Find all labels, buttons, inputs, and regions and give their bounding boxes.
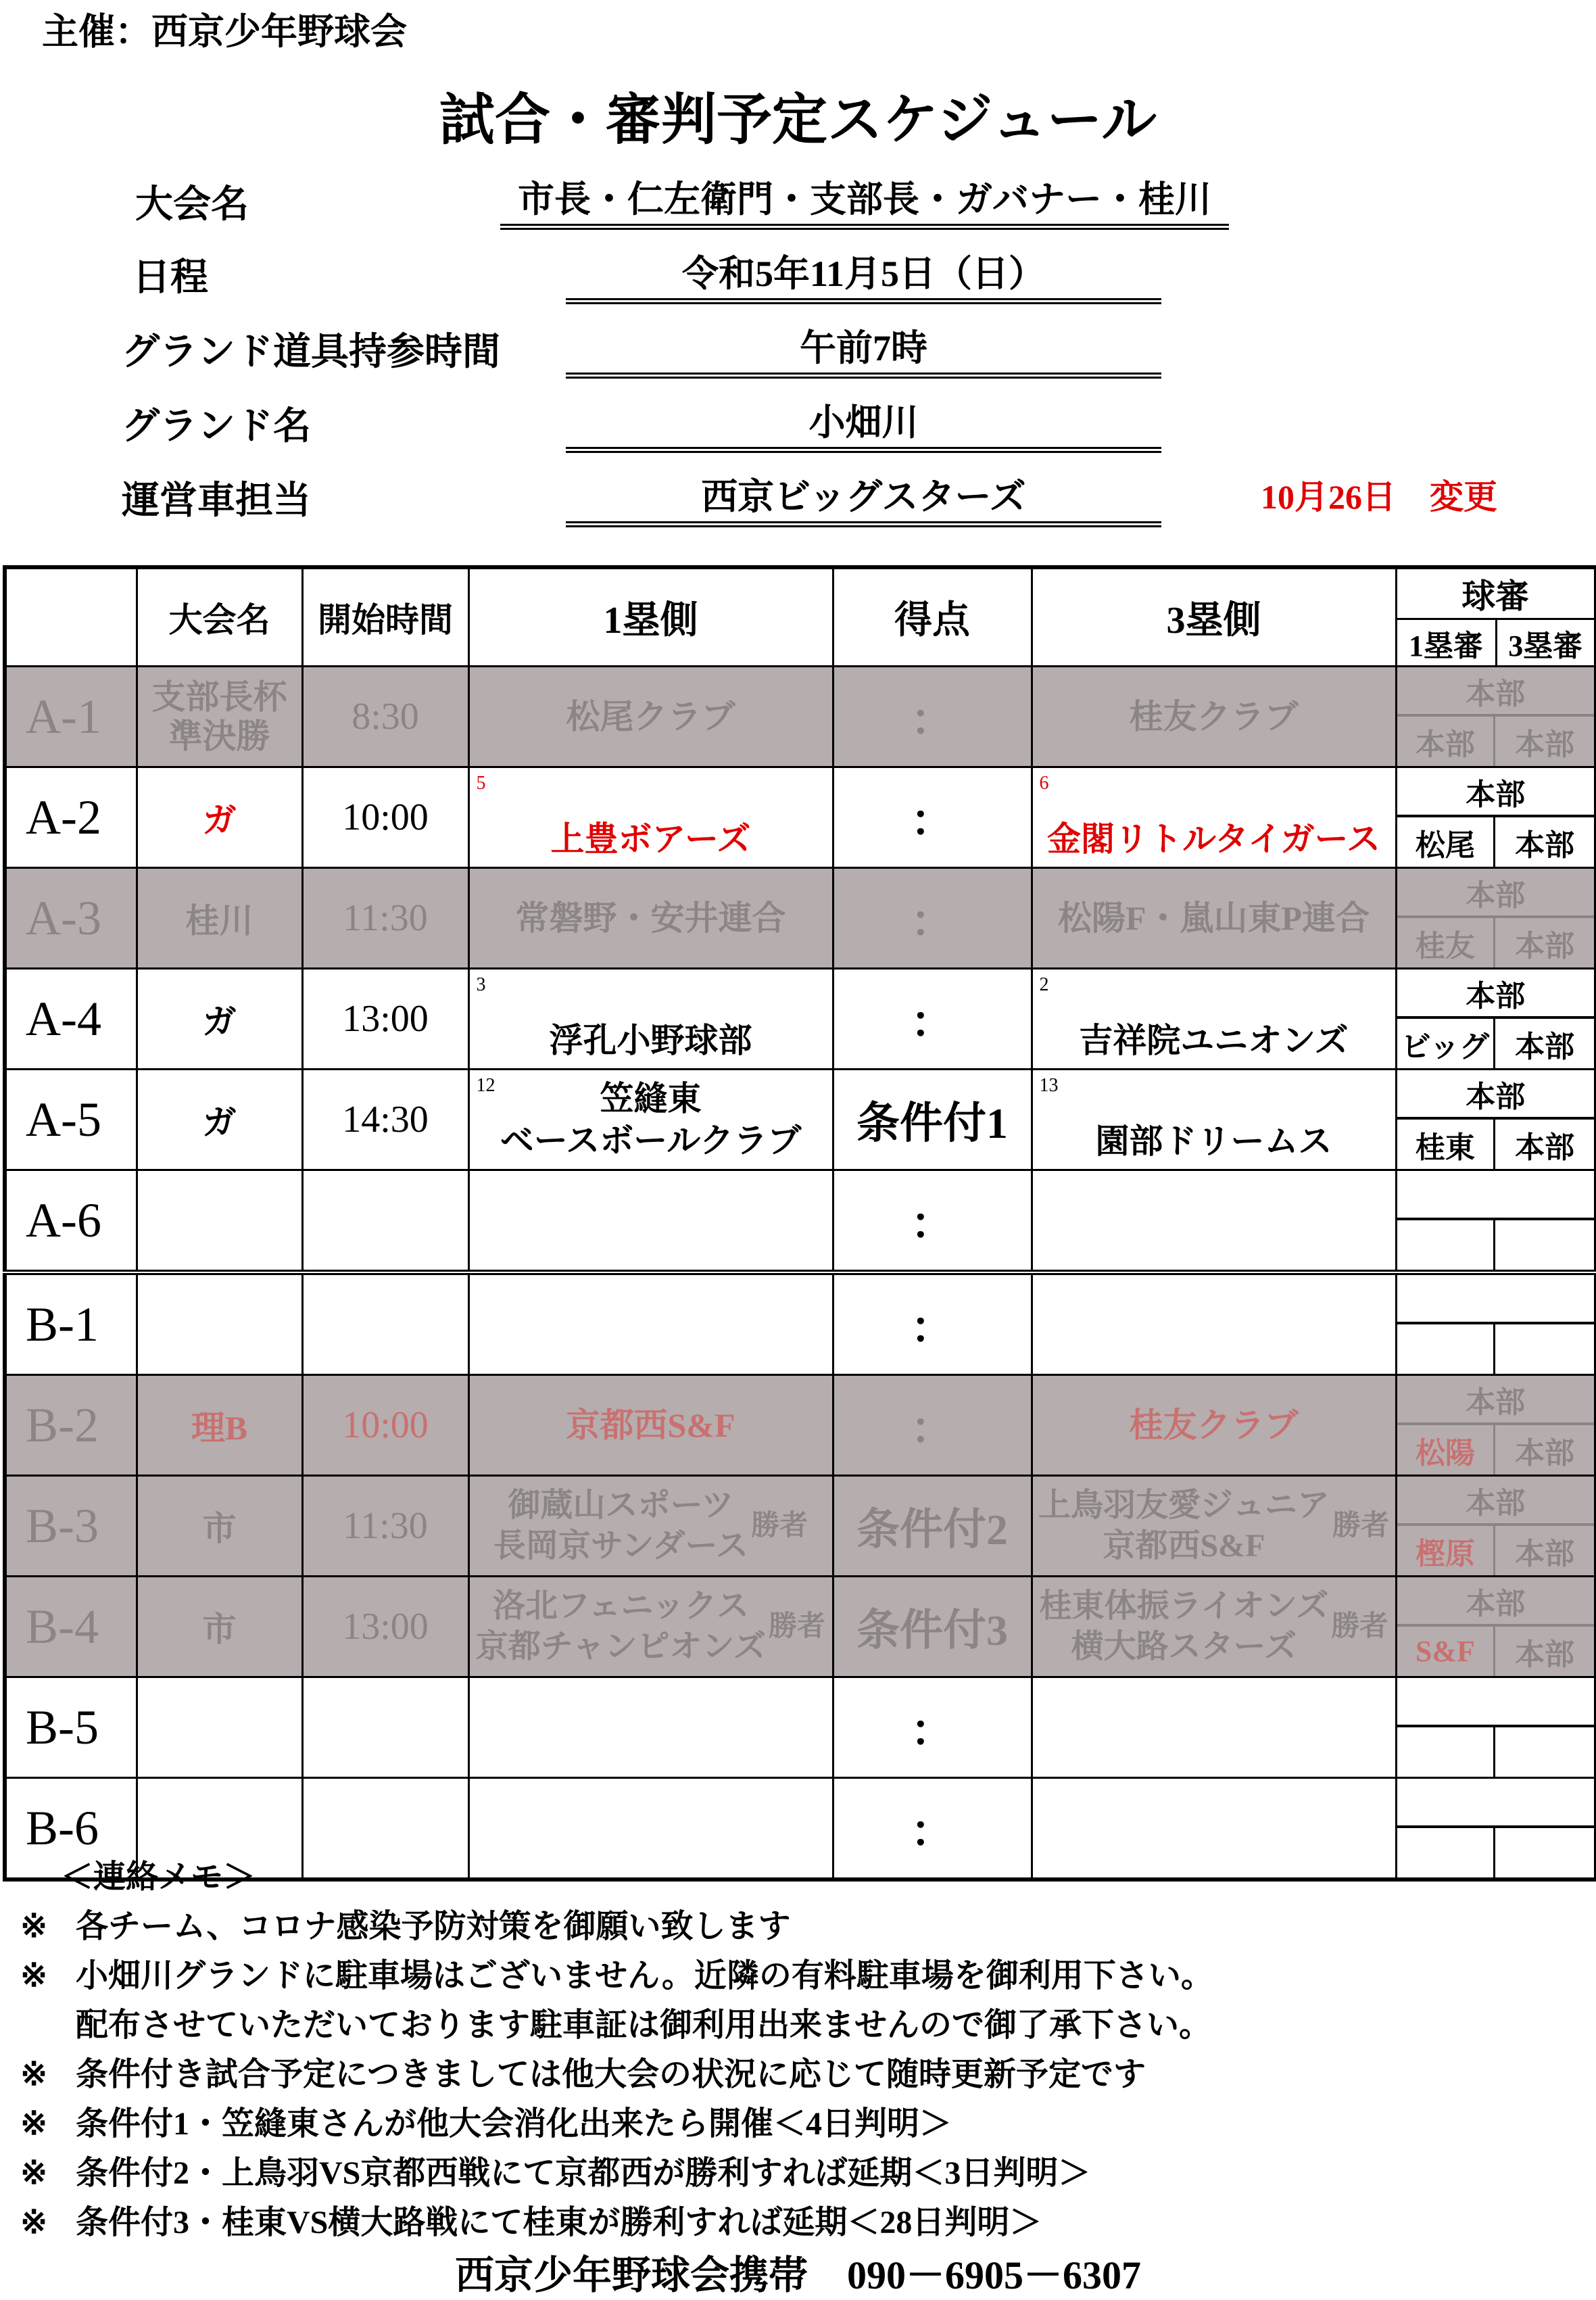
tournament-cell: [137, 1170, 302, 1273]
first-base-umpire: [1397, 1828, 1496, 1877]
info-value-date: 令和5年11月5日（日）: [566, 245, 1161, 304]
chief-umpire: 本部: [1397, 1477, 1595, 1526]
team-name: 京都西S&F: [1103, 1528, 1265, 1564]
team-name: 桂友クラブ: [1129, 1406, 1299, 1444]
table-row: [5, 1677, 1596, 1778]
team-names: [1058, 897, 1370, 939]
game-id: B-6: [5, 1778, 137, 1880]
team-wrapper: [470, 1075, 832, 1161]
team-names: [1047, 818, 1380, 860]
third-base-team: [1032, 1070, 1396, 1170]
umpire-cell: [1396, 767, 1596, 868]
team-names: [493, 1485, 748, 1566]
change-note: 10月26日 変更: [1261, 478, 1497, 516]
info-value-tournament: 市長・仁左衛門・支部長・ガバナー・桂川: [500, 170, 1229, 230]
tournament-cell: [137, 1577, 302, 1677]
third-base-team: [1032, 1677, 1396, 1778]
team-wrapper: [470, 696, 832, 738]
first-base-umpire: 松尾: [1397, 817, 1496, 867]
info-value-vehicle: 西京ビッグスターズ: [566, 468, 1161, 527]
third-base-team: [1032, 1476, 1396, 1577]
first-base-umpire: 本部: [1397, 717, 1496, 766]
tournament-line: ガ: [202, 801, 237, 839]
winner-label: 勝者: [1331, 1611, 1388, 1642]
memo-line: [20, 2000, 1213, 2050]
seed-number: 5: [476, 773, 486, 794]
score-cell: ：: [833, 1375, 1032, 1476]
start-time: 10:00: [302, 1375, 468, 1476]
first-base-umpire: 樫原: [1397, 1526, 1496, 1575]
chief-umpire: 本部: [1397, 869, 1595, 918]
winner-label: 勝者: [1332, 1510, 1390, 1541]
score-cell: 条件付2: [833, 1476, 1032, 1577]
chief-umpire: [1397, 1171, 1595, 1220]
tournament-cell: [137, 1272, 302, 1375]
team-name: 京都西S&F: [566, 1406, 735, 1444]
organizer-label: 主催：西京少年野球会: [42, 11, 407, 52]
first-base-umpire: 桂東: [1397, 1120, 1496, 1169]
memo-line: [20, 2050, 1213, 2099]
chief-umpire: 本部: [1397, 667, 1595, 717]
memo-line: [20, 1951, 1213, 2000]
table-row: [5, 667, 1596, 767]
score-cell: ：: [833, 868, 1032, 969]
umpire-cell: [1396, 969, 1596, 1070]
start-time: 14:30: [302, 1070, 468, 1170]
team-names: [550, 1020, 752, 1061]
table-row: [5, 1577, 1596, 1677]
team-wrapper: [470, 818, 832, 860]
seed-number: 3: [476, 974, 486, 995]
reference-mark: ※: [20, 1909, 48, 1944]
reference-mark: ※: [20, 2106, 48, 2142]
header-tournament: 大会名: [137, 567, 302, 667]
seed-number: 12: [476, 1075, 495, 1096]
table-row: [5, 1272, 1596, 1375]
tournament-cell: [137, 667, 302, 767]
chief-umpire: 本部: [1397, 768, 1595, 817]
game-id: B-2: [5, 1375, 137, 1476]
umpire-cell: [1396, 1577, 1596, 1677]
first-base-umpire: S&F: [1397, 1627, 1496, 1676]
reference-mark: ※: [20, 2057, 48, 2092]
tournament-cell: [137, 767, 302, 868]
third-base-umpire: 本部: [1515, 828, 1575, 862]
winner-label: 勝者: [769, 1611, 826, 1642]
game-id: B-1: [5, 1272, 137, 1375]
first-base-team: [468, 1070, 833, 1170]
header-id: [5, 567, 137, 667]
chief-umpire: [1397, 1678, 1595, 1727]
third-base-team: [1032, 1272, 1396, 1375]
header-ump1: 1塁審: [1396, 619, 1496, 667]
umpire-cell: [1396, 1272, 1596, 1375]
umpire-cell: [1396, 667, 1596, 767]
team-wrapper: [1033, 818, 1395, 860]
team-names: [566, 696, 735, 738]
team-names: [1040, 1586, 1329, 1667]
team-name: 園部ドリームス: [1095, 1122, 1332, 1160]
score-cell: 条件付1: [833, 1070, 1032, 1170]
contact-footer: 西京少年野球会携帯 090－6905－6307: [454, 2253, 1141, 2297]
memo-line: [20, 1902, 1213, 1951]
memo-text: 小畑川グランドに駐車場はございません。近隣の有料駐車場を御利用下さい。: [76, 1958, 1213, 1994]
third-base-umpire: 本部: [1515, 929, 1575, 963]
winner-label: 勝者: [751, 1510, 808, 1541]
team-wrapper: [1033, 1020, 1395, 1061]
third-base-umpire: 本部: [1515, 1537, 1575, 1571]
third-base-team: [1032, 1577, 1396, 1677]
memo-line: [20, 2149, 1213, 2198]
table-row: [5, 969, 1596, 1070]
table-row: [5, 1375, 1596, 1476]
table-row: [5, 1476, 1596, 1577]
umpire-cell: [1396, 1170, 1596, 1273]
first-base-umpire: ビッグ: [1397, 1019, 1496, 1068]
reference-mark: ※: [20, 1958, 48, 1994]
info-value-ground: 小畑川: [566, 393, 1161, 453]
third-base-umpire: 本部: [1515, 727, 1575, 761]
third-base-umpire: [1495, 1324, 1594, 1374]
start-time: 13:00: [302, 1577, 468, 1677]
team-wrapper: [1033, 897, 1395, 939]
first-base-team: [468, 767, 833, 868]
team-wrapper: [470, 1404, 832, 1446]
score-cell: ：: [833, 1170, 1032, 1273]
team-name: 吉祥院ユニオンズ: [1079, 1022, 1349, 1059]
game-id: B-5: [5, 1677, 137, 1778]
first-base-umpire: [1397, 1220, 1496, 1270]
third-base-umpire: 本部: [1515, 1637, 1575, 1671]
score-cell: ：: [833, 767, 1032, 868]
game-id: A-3: [5, 868, 137, 969]
tournament-cell: [137, 1677, 302, 1778]
game-id: A-4: [5, 969, 137, 1070]
team-name: 桂友クラブ: [1129, 698, 1299, 736]
team-name: 御蔵山スポーツ: [508, 1487, 734, 1523]
third-base-team: [1032, 969, 1396, 1070]
memo-line: [20, 2099, 1213, 2149]
first-base-umpire: 松陽: [1397, 1425, 1496, 1475]
umpire-cell: [1396, 1677, 1596, 1778]
team-names: [1038, 1485, 1330, 1566]
first-base-team: [468, 969, 833, 1070]
reference-mark: ※: [20, 2205, 48, 2241]
team-names: [516, 897, 786, 939]
header-ump3: 3塁審: [1496, 619, 1596, 667]
third-base-team: [1032, 667, 1396, 767]
first-base-team: [468, 1170, 833, 1273]
umpire-cell: [1396, 1375, 1596, 1476]
game-id: B-3: [5, 1476, 137, 1577]
header-first-base: 1塁側: [468, 567, 833, 667]
team-name: ベースボールクラブ: [500, 1122, 802, 1159]
score-cell: ：: [833, 1778, 1032, 1880]
start-time: [302, 1677, 468, 1778]
start-time: 11:30: [302, 868, 468, 969]
chief-umpire: [1397, 1275, 1595, 1324]
first-base-team: [468, 667, 833, 767]
score-cell: 条件付3: [833, 1577, 1032, 1677]
team-name: 長岡京サンダース: [493, 1528, 749, 1564]
team-names: [1130, 1404, 1299, 1446]
game-id: B-4: [5, 1577, 137, 1677]
first-base-umpire: [1397, 1727, 1496, 1777]
info-label-vehicle: 運営車担当: [122, 480, 311, 522]
third-base-umpire: 本部: [1515, 1130, 1575, 1164]
team-wrapper: [1033, 1120, 1395, 1162]
game-id: A-2: [5, 767, 137, 868]
info-value-equipment-time: 午前7時: [566, 319, 1161, 379]
start-time: 10:00: [302, 767, 468, 868]
memo-heading: ＜連絡メモ＞: [61, 1859, 256, 1895]
start-time: 13:00: [302, 969, 468, 1070]
reference-mark: [20, 2000, 76, 2050]
first-base-team: [468, 868, 833, 969]
team-wrapper: [1033, 1404, 1395, 1446]
team-name: 常磐野・安井連合: [515, 899, 786, 937]
header-umpires: 球審: [1396, 567, 1596, 619]
header-third-base: 3塁側: [1032, 567, 1396, 667]
seed-number: 13: [1039, 1075, 1059, 1096]
team-wrapper: [1033, 696, 1395, 738]
tournament-cell: [137, 1476, 302, 1577]
first-base-umpire: [1397, 1324, 1496, 1374]
tournament-line: 支部長杯: [151, 678, 287, 716]
third-base-umpire: [1495, 1727, 1594, 1777]
umpire-cell: [1396, 1476, 1596, 1577]
tournament-cell: [137, 868, 302, 969]
team-wrapper: [470, 897, 832, 939]
reference-mark: ※: [20, 2155, 48, 2191]
third-base-team: [1032, 767, 1396, 868]
game-id: A-6: [5, 1170, 137, 1273]
memo-text: 条件付2・上鳥羽VS京都西戦にて京都西が勝利すれば延期＜3日判明＞: [76, 2155, 1091, 2191]
third-base-team: [1032, 868, 1396, 969]
team-names: [551, 818, 751, 860]
score-cell: ：: [833, 1272, 1032, 1375]
start-time: [302, 1272, 468, 1375]
score-cell: ：: [833, 1677, 1032, 1778]
team-wrapper: [1033, 1485, 1395, 1566]
third-base-umpire: 本部: [1515, 1436, 1575, 1470]
chief-umpire: 本部: [1397, 969, 1595, 1019]
start-time: 8:30: [302, 667, 468, 767]
memo-text: 条件付1・笠縫東さんが他大会消化出来たら開催＜4日判明＞: [76, 2106, 952, 2142]
third-base-umpire: [1495, 1828, 1594, 1877]
first-base-team: [468, 1272, 833, 1375]
header-time: 開始時間: [302, 567, 468, 667]
table-row: [5, 767, 1596, 868]
umpire-cell: [1396, 1070, 1596, 1170]
tournament-line: 理B: [191, 1409, 248, 1447]
umpire-cell: [1396, 868, 1596, 969]
seed-number: 2: [1039, 974, 1049, 995]
chief-umpire: 本部: [1397, 1376, 1595, 1425]
memo-text: 条件付き試合予定につきましては他大会の状況に応じて随時更新予定です: [76, 2057, 1146, 2092]
team-name: 洛北フェニックス: [492, 1588, 750, 1624]
third-base-umpire: 本部: [1515, 1030, 1575, 1063]
team-name: 桂東体振ライオンズ: [1039, 1588, 1329, 1624]
tournament-line: 桂川: [185, 902, 253, 940]
memo-text: 配布させていただいております駐車証は御利用出来ませんので御了承下さい。: [76, 2007, 1212, 2043]
team-name: 上豊ボアーズ: [550, 820, 751, 858]
tournament-line: 市: [202, 1610, 237, 1648]
chief-umpire: 本部: [1397, 1070, 1595, 1120]
info-label-ground: グランド名: [122, 406, 311, 448]
team-name: 松陽F・嵐山東P連合: [1057, 899, 1370, 937]
first-base-team: [468, 1476, 833, 1577]
team-wrapper: [470, 1485, 832, 1566]
start-time: 11:30: [302, 1476, 468, 1577]
team-wrapper: [470, 1020, 832, 1061]
score-cell: ：: [833, 667, 1032, 767]
game-id: A-1: [5, 667, 137, 767]
third-base-team: [1032, 1375, 1396, 1476]
tournament-line: 準決勝: [168, 717, 270, 755]
team-wrapper: [1033, 1586, 1395, 1667]
memo-text: 各チーム、コロナ感染予防対策を御願い致します: [76, 1909, 791, 1944]
third-base-umpire: [1495, 1220, 1594, 1270]
seed-number: 6: [1039, 773, 1049, 794]
team-names: [1096, 1120, 1332, 1162]
team-name: 金閣リトルタイガース: [1047, 820, 1380, 858]
team-names: [500, 1078, 802, 1161]
first-base-team: [468, 1375, 833, 1476]
team-wrapper: [470, 1586, 832, 1667]
team-names: [476, 1586, 766, 1667]
info-label-date: 日程: [132, 257, 208, 299]
team-name: 松尾クラブ: [566, 698, 735, 736]
tournament-cell: [137, 1375, 302, 1476]
umpire-cell: [1396, 1778, 1596, 1880]
info-label-tournament: 大会名: [135, 184, 249, 226]
first-base-umpire: 桂友: [1397, 918, 1496, 967]
first-base-team: [468, 1677, 833, 1778]
tournament-cell: [137, 1070, 302, 1170]
score-cell: ：: [833, 969, 1032, 1070]
table-row: [5, 1070, 1596, 1170]
team-name: 京都チャンピオンズ: [475, 1629, 767, 1664]
tournament-cell: [137, 969, 302, 1070]
team-names: [1079, 1020, 1349, 1061]
table-row: [5, 1170, 1596, 1273]
team-name: 横大路スターズ: [1071, 1629, 1297, 1664]
first-base-team: [468, 1577, 833, 1677]
chief-umpire: [1397, 1779, 1595, 1828]
team-names: [566, 1404, 735, 1446]
team-name: 上鳥羽友愛ジュニア: [1038, 1487, 1330, 1523]
game-id: A-5: [5, 1070, 137, 1170]
header-score: 得点: [833, 567, 1032, 667]
memo-line: [20, 2198, 1213, 2247]
start-time: [302, 1170, 468, 1273]
memo-text: 条件付3・桂東VS横大路戦にて桂東が勝利すれば延期＜28日判明＞: [76, 2205, 1042, 2241]
chief-umpire: 本部: [1397, 1577, 1595, 1627]
team-names: [1130, 696, 1299, 738]
memo-section: [20, 1852, 1213, 2247]
tournament-line: 市: [202, 1510, 237, 1548]
table-header-row: [5, 567, 1596, 619]
schedule-table: [3, 565, 1596, 1882]
info-label-equipment-time: グランド道具持参時間: [122, 331, 500, 373]
page-title: 試合・審判予定スケジュール: [439, 89, 1157, 151]
team-name: 笠縫東: [600, 1080, 702, 1118]
third-base-team: [1032, 1170, 1396, 1273]
team-name: 浮孔小野球部: [549, 1022, 752, 1059]
table-row: [5, 868, 1596, 969]
tournament-line: ガ: [202, 1003, 237, 1040]
tournament-line: ガ: [202, 1103, 237, 1141]
